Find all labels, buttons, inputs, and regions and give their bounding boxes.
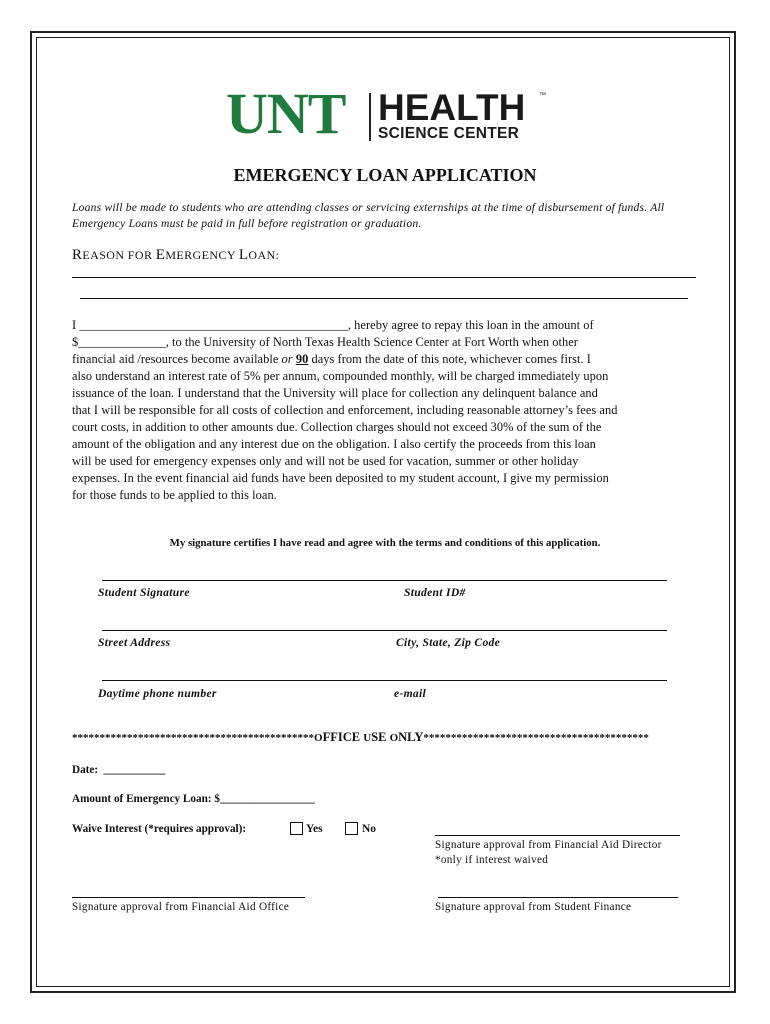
city-state-zip-label: City, State, Zip Code [396, 636, 501, 649]
reason-heading: REASON FOR EMERGENCY LOAN: [72, 247, 280, 263]
fa-office-signature-line[interactable] [72, 897, 305, 898]
agreement-line: I ___________________________________________, hereby agree to repay this loan in the amount of [72, 318, 594, 332]
reason-input-line-1[interactable] [72, 277, 696, 278]
student-finance-label: Signature approval from Student Finance [435, 901, 632, 913]
no-checkbox[interactable] [345, 822, 358, 835]
agreement-line: issuance of the loan. I understand that the University will place for collection any delinquent balance and [72, 386, 598, 400]
agreement-line: amount of the obligation and any interest due on the obligation. I also certify the proceeds from this loan [72, 437, 596, 451]
student-signature-line[interactable] [102, 580, 667, 581]
unt-health-logo [226, 81, 546, 146]
emergency-amount-blank[interactable]: _________________ [219, 793, 316, 805]
date-field: Date: ___________ [72, 764, 166, 776]
office-use-only-banner: ********************************************OFFICE USE ONLY***************************************** [72, 730, 649, 744]
student-signature-label: Student Signature [98, 586, 190, 599]
intro-text: Loans will be made to students who are attending classes or servicing externships at the time of disbursement of funds. All Emergency Loans must be paid in full before registration or graduation. [72, 201, 665, 230]
certification-statement: My signature certifies I have read and agree with the terms and conditions of this application. [169, 537, 601, 549]
days-value: 90 [295, 352, 309, 366]
yes-label: Yes [306, 823, 323, 835]
agreement-line: expenses. In the event financial aid funds have been deposited to my student account, I give my permission [72, 471, 609, 485]
agreement-paragraph [72, 317, 700, 504]
reason-input-line-2[interactable] [80, 298, 688, 299]
address-line[interactable] [102, 630, 667, 631]
agreement-line: financial aid /resources become available or 90 days from the date of this note, whichever comes first. I [72, 352, 591, 366]
agreement-line: court costs, in addition to other amounts due. Collection charges should not exceed 30% of the sum of the [72, 420, 602, 434]
fa-office-label: Signature approval from Financial Aid Office [72, 901, 290, 913]
waive-interest-label: Waive Interest (*requires approval): [72, 823, 247, 835]
yes-checkbox[interactable] [290, 822, 303, 835]
agreement-line: for those funds to be applied to this loan. [72, 488, 277, 502]
contact-line[interactable] [102, 680, 667, 681]
student-id-label: Student ID# [404, 586, 466, 599]
logo-health-text: HEALTH [378, 87, 526, 128]
email-label: e-mail [394, 687, 427, 700]
fa-director-label: Signature approval from Financial Aid Director [435, 839, 662, 851]
logo-science-center-text: SCIENCE CENTER [378, 125, 520, 142]
name-blank[interactable]: ___________________________________________ [79, 318, 348, 332]
daytime-phone-label: Daytime phone number [98, 687, 217, 700]
logo-unt-text: UNT [226, 81, 346, 146]
interest-waived-note: *only if interest waived [435, 854, 549, 866]
form-title: EMERGENCY LOAN APPLICATION [233, 165, 537, 185]
agreement-line: also understand an interest rate of 5% per annum, compounded monthly, will be charged immediately upon [72, 369, 609, 383]
no-label: No [362, 823, 377, 835]
logo-divider [369, 93, 371, 141]
amount-field: Amount of Emergency Loan: $_________________ [72, 793, 316, 805]
agreement-line: $______________, to the University of North Texas Health Science Center at Fort Worth when other [72, 335, 578, 349]
agreement-line: will be used for emergency expenses only and will not be used for vacation, summer or other holiday [72, 454, 579, 468]
agreement-line: that I will be responsible for all costs of collection and enforcement, including reasonable attorney’s fees and [72, 403, 618, 417]
student-finance-signature-line[interactable] [438, 897, 678, 898]
logo-trademark: ™ [539, 92, 546, 99]
street-address-label: Street Address [98, 636, 171, 649]
fa-director-signature-line[interactable] [435, 835, 680, 836]
date-blank[interactable]: ___________ [103, 764, 166, 776]
amount-blank[interactable]: ______________ [78, 335, 166, 349]
